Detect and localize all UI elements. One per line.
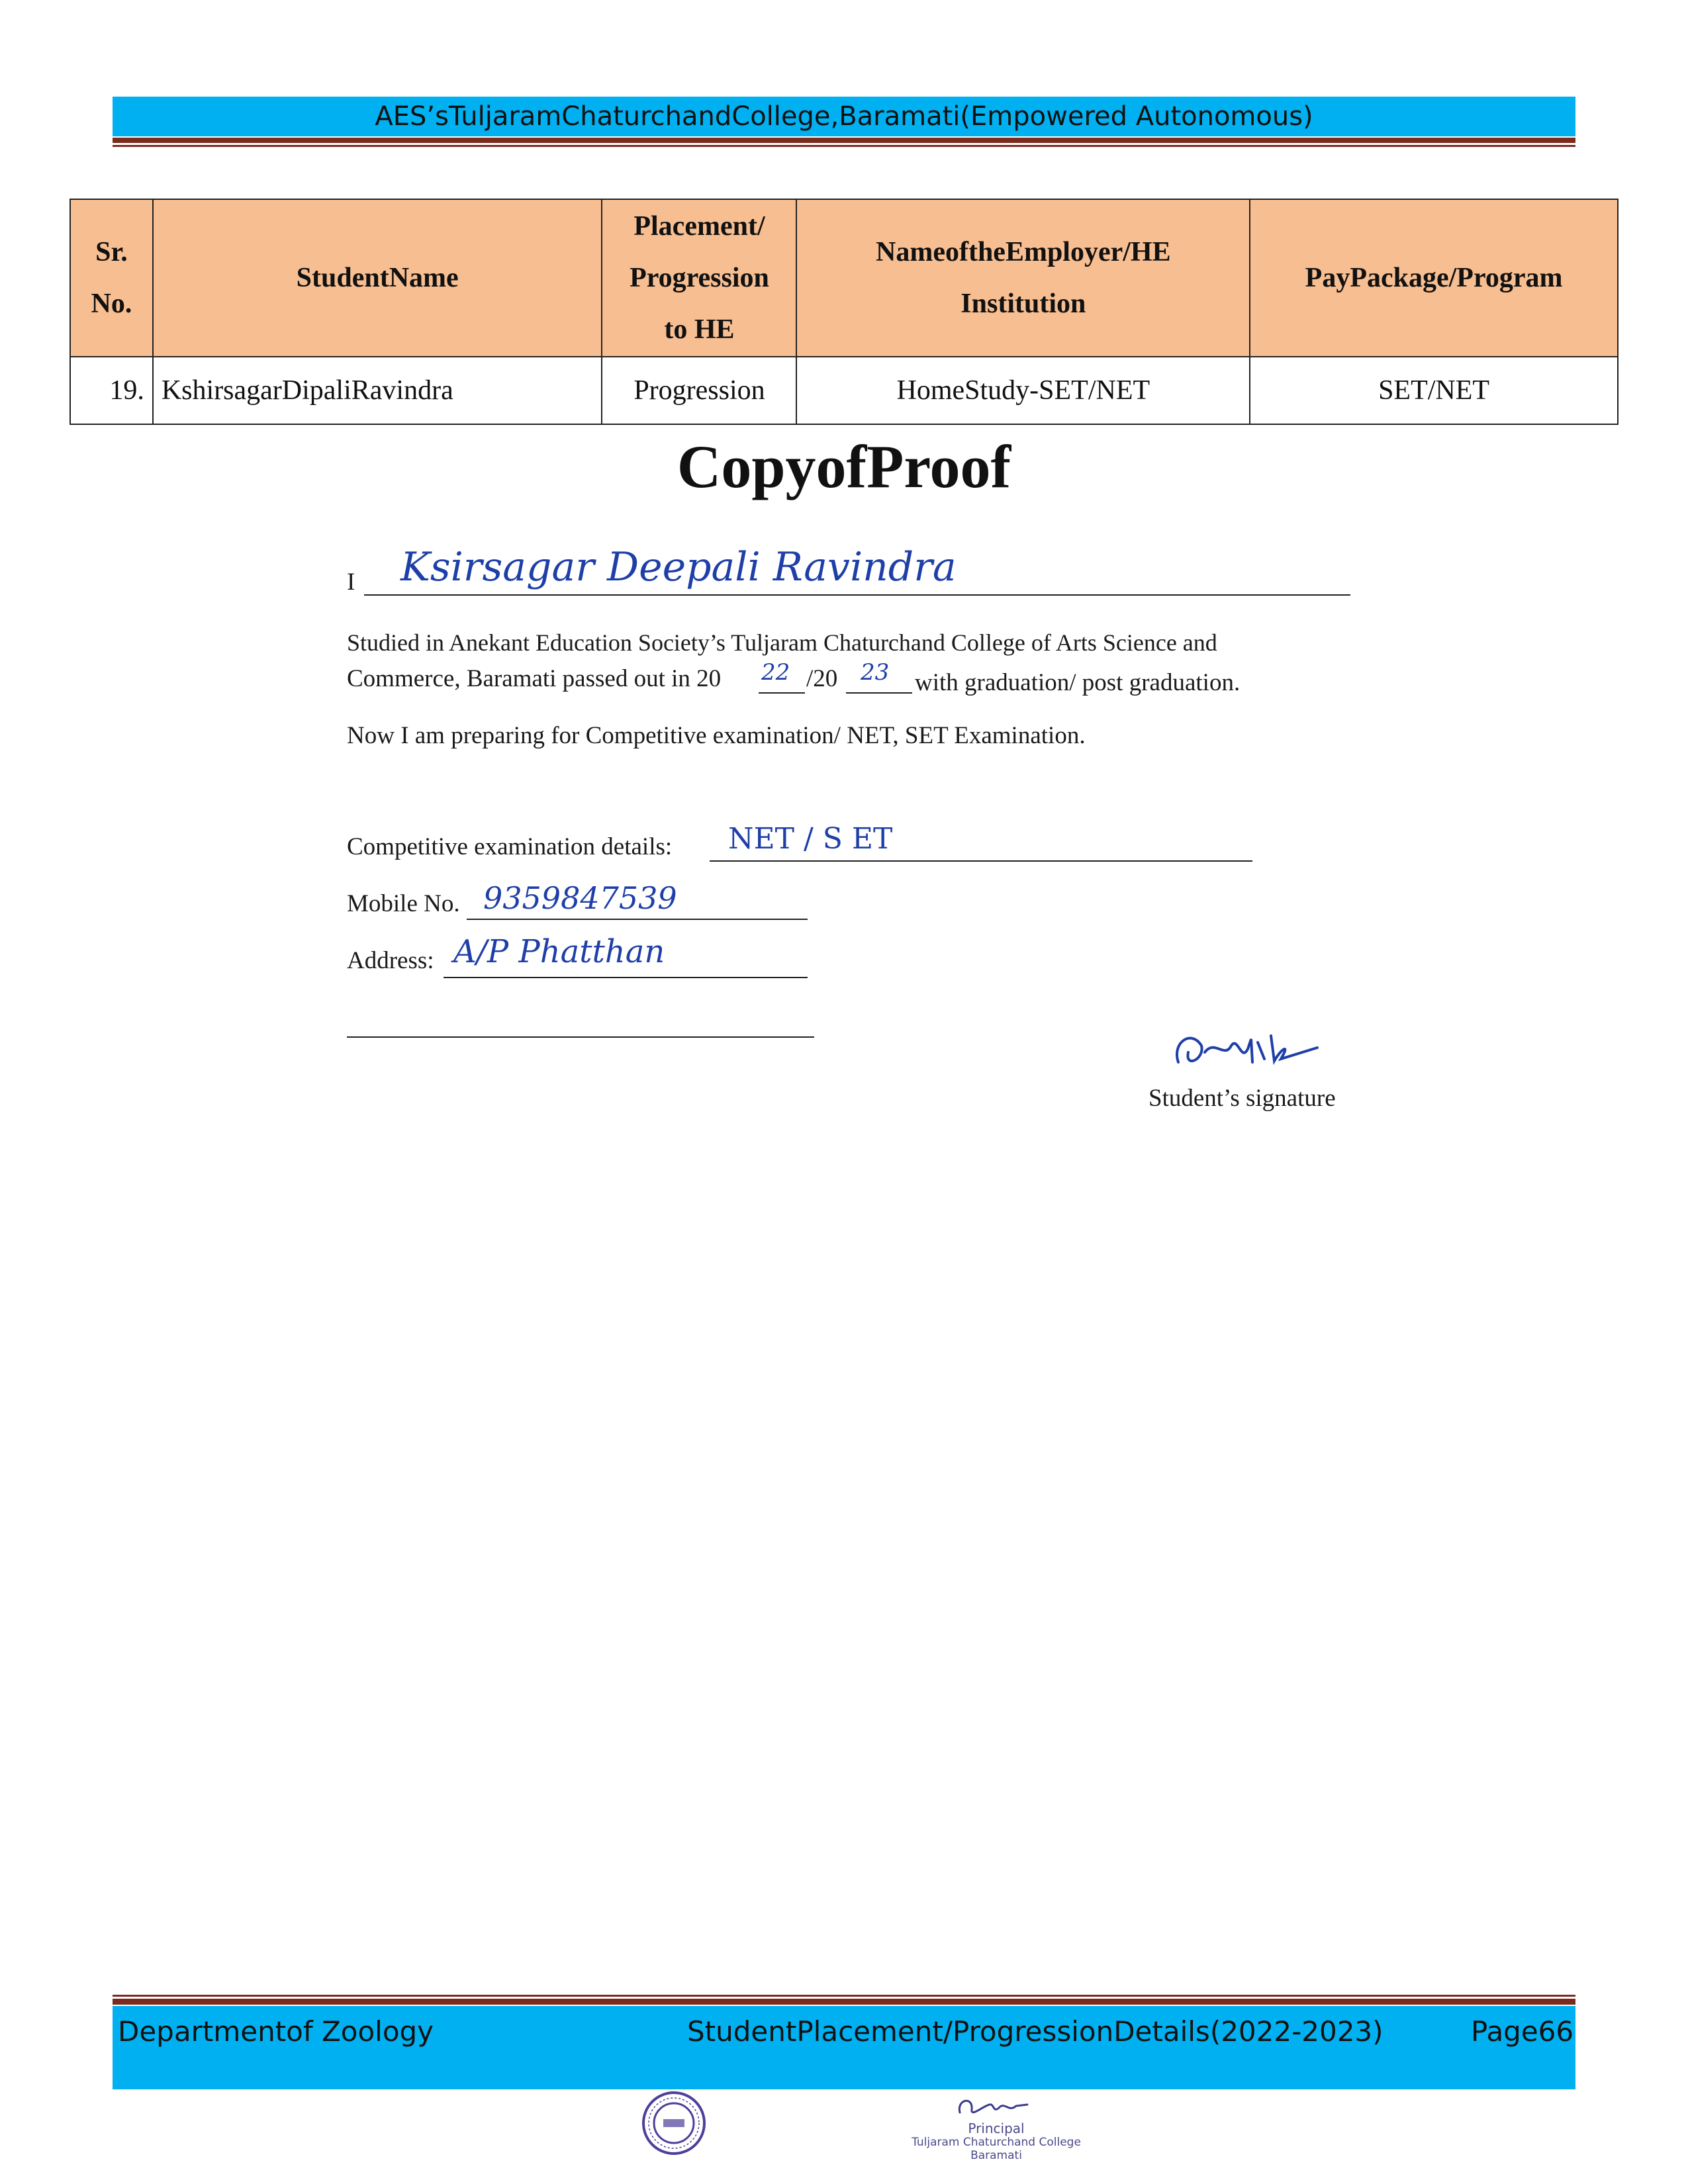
principal-city: Baramati [970, 2149, 1022, 2162]
header-rule [113, 138, 1575, 143]
principal-stamp [894, 2121, 1099, 2162]
college-title: AES’sTuljaramChaturchandCollege,Baramati(Empowered Autonomous) [375, 101, 1313, 132]
proof-letter [344, 529, 1403, 1125]
placement-table [70, 199, 1618, 425]
principal-title: Principal [968, 2120, 1025, 2136]
header-rule-thin [113, 145, 1575, 147]
col-student-name: StudentName [153, 199, 602, 357]
cell-name: KshirsagarDipaliRavindra [153, 357, 602, 424]
exam-line [710, 860, 1252, 862]
proof-title: CopyofProof [677, 433, 1011, 500]
cell-employer: HomeStudy-SET/NET [796, 357, 1250, 424]
i-label: I [347, 569, 355, 596]
preparing-line: Now I am preparing for Competitive examination/ NET, SET Examination. [347, 722, 1086, 749]
address-line [444, 977, 808, 978]
col-placement: Placement/ Progression to HE [602, 199, 796, 357]
principal-signature-mark [953, 2093, 1033, 2122]
principal-college: Tuljaram Chaturchand College [912, 2136, 1081, 2149]
year-separator: /20 [806, 665, 838, 692]
student-signature-mark [1165, 1023, 1337, 1082]
footer-rule [113, 1999, 1575, 2005]
year-from-line [759, 692, 805, 694]
year-to-line [846, 692, 912, 694]
address-value: A/P Phatthan [453, 933, 665, 970]
footer-page-number: Page66 [1471, 2015, 1574, 2048]
footer-details: StudentPlacement/ProgressionDetails(2022-2023) [687, 2015, 1383, 2048]
college-seal-icon [641, 2090, 707, 2156]
footer-department: Departmentof Zoology [118, 2015, 434, 2048]
commerce-suffix: with graduation/ post graduation. [915, 669, 1241, 696]
col-employer: NameoftheEmployer/HE Institution [796, 199, 1250, 357]
cell-sr: 19. [70, 357, 153, 424]
handwritten-name: Ksirsagar Deepali Ravindra [400, 544, 957, 590]
col-pay-package: PayPackage/Program [1250, 199, 1618, 357]
col-sr-no: Sr. No. [70, 199, 153, 357]
address-label: Address: [347, 947, 434, 974]
commerce-prefix: Commerce, Baramati passed out in 20 [347, 665, 722, 692]
table-row [70, 357, 1618, 424]
name-line [364, 594, 1350, 596]
year-from: 22 [761, 659, 790, 686]
table-header-row [70, 199, 1618, 357]
page-footer-band [113, 2006, 1575, 2089]
mobile-label: Mobile No. [347, 890, 460, 917]
footer-rule-thin [113, 1995, 1575, 1997]
studied-line: Studied in Anekant Education Society’s Tuljaram Chaturchand College of Arts Science and [347, 629, 1217, 656]
year-to: 23 [861, 659, 890, 686]
student-signature-label: Student’s signature [1149, 1085, 1336, 1112]
exam-value: NET / S ET [728, 822, 893, 856]
mobile-value: 9359847539 [483, 880, 677, 916]
page-header-band [113, 97, 1575, 136]
exam-label: Competitive examination details: [347, 833, 673, 860]
cell-pay: SET/NET [1250, 357, 1618, 424]
mobile-line [467, 919, 808, 920]
cell-placement: Progression [602, 357, 796, 424]
blank-line [347, 1036, 814, 1038]
